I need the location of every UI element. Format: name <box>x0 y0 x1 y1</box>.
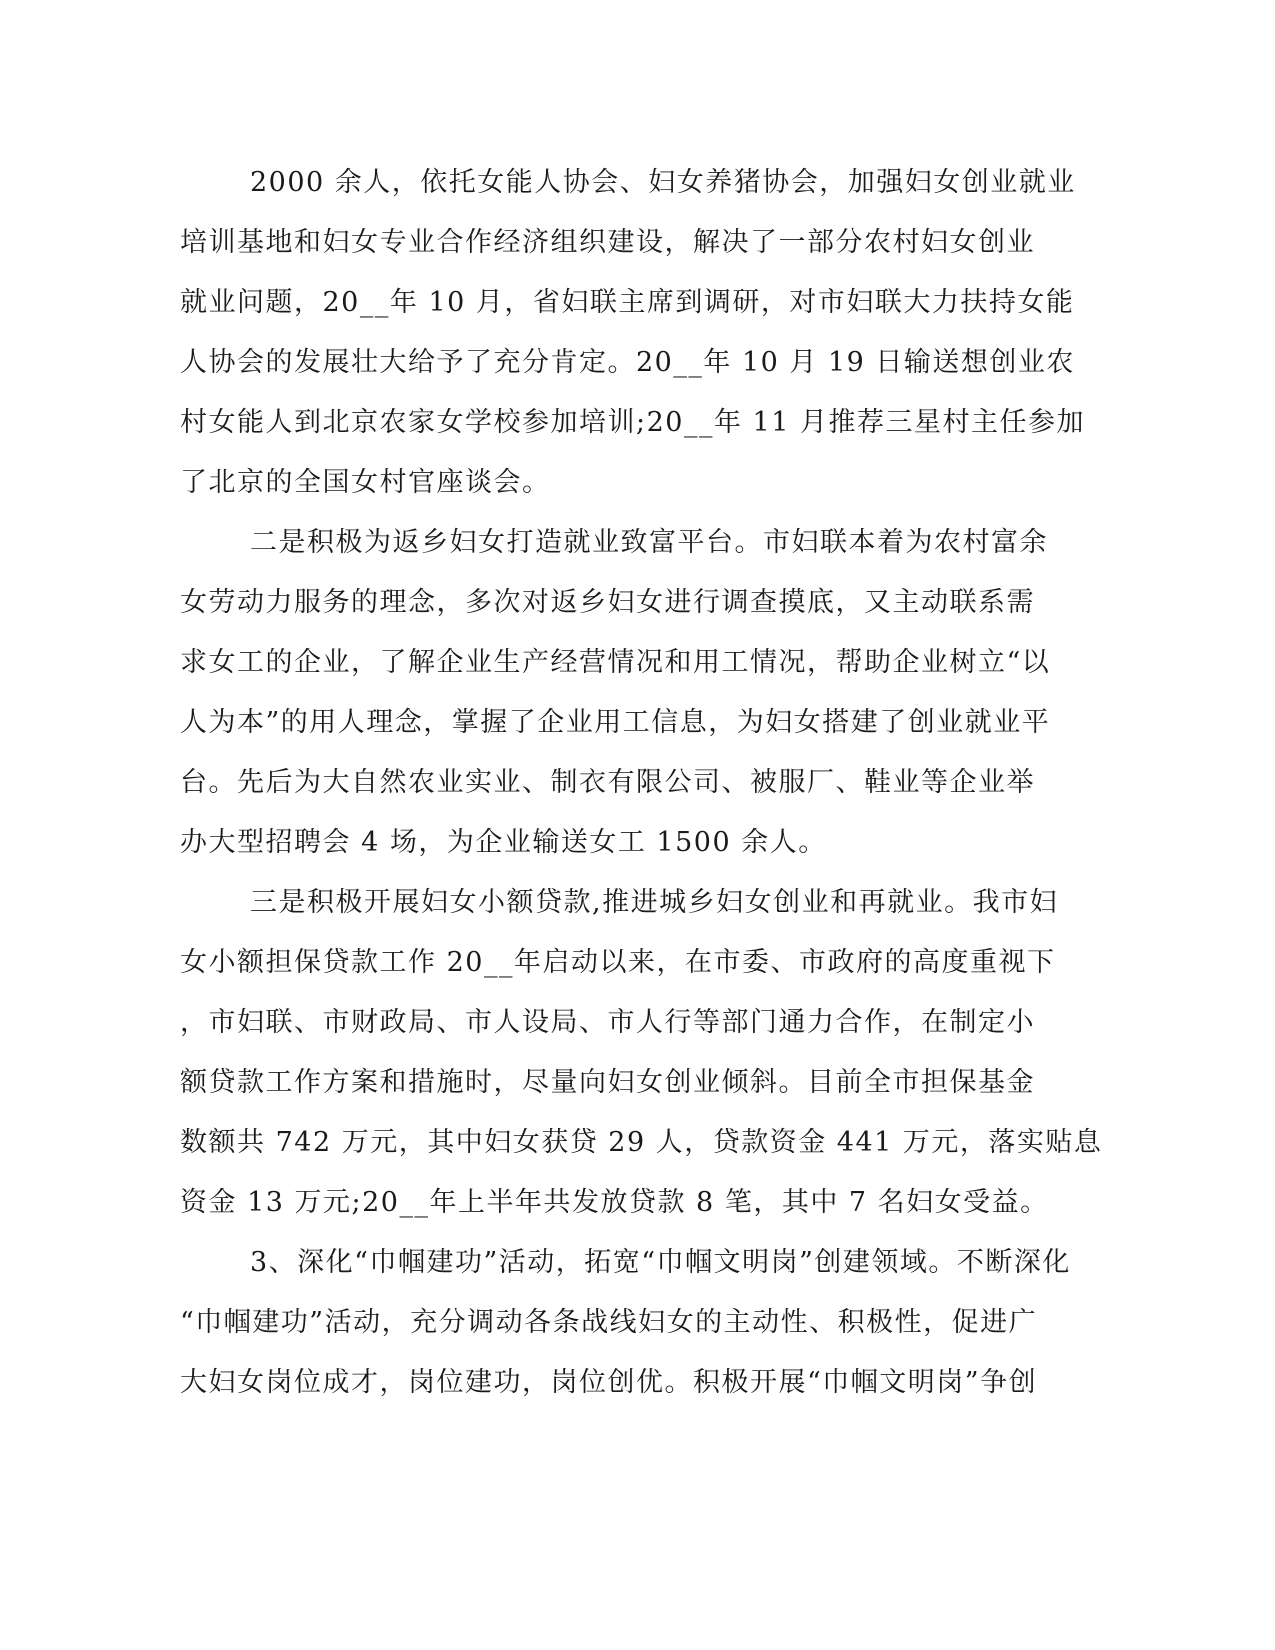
text-line: 人协会的发展壮大给予了充分肯定。20__年 10 月 19 日输送想创业农 <box>180 347 1075 378</box>
text-line: 求女工的企业，了解企业生产经营情况和用工情况，帮助企业树立“以 <box>180 647 1051 678</box>
paragraph-microloans <box>180 873 1103 1233</box>
text-line: 三是积极开展妇女小额贷款,推进城乡妇女创业和再就业。我市妇 <box>250 887 1059 918</box>
text-line: ，市妇联、市财政局、市人设局、市人行等部门通力合作，在制定小 <box>180 1007 1035 1038</box>
text-line: 办大型招聘会 4 场，为企业输送女工 1500 余人。 <box>180 827 827 858</box>
paragraph-women-entrepreneurs <box>180 153 1085 513</box>
text-line: 3、深化“巾帼建功”活动，拓宽“巾帼文明岗”创建领域。不断深化 <box>250 1247 1071 1278</box>
text-line: 女劳动力服务的理念，多次对返乡妇女进行调查摸底，又主动联系需 <box>180 587 1035 618</box>
text-line: 女小额担保贷款工作 20__年启动以来，在市委、市政府的高度重视下 <box>180 947 1056 978</box>
text-line: 2000 余人，依托女能人协会、妇女养猪协会，加强妇女创业就业 <box>250 167 1076 198</box>
document-page <box>180 153 1103 1413</box>
text-line: 额贷款工作方案和措施时，尽量向妇女创业倾斜。目前全市担保基金 <box>180 1067 1035 1098</box>
text-line: 村女能人到北京农家女学校参加培训;20__年 11 月推荐三星村主任参加 <box>180 407 1085 438</box>
text-line: 人为本”的用人理念，掌握了企业用工信息，为妇女搭建了创业就业平 <box>180 707 1051 738</box>
paragraph-jinguo-activities <box>180 1233 1071 1413</box>
text-line: “巾帼建功”活动，充分调动各条战线妇女的主动性、积极性，促进广 <box>180 1307 1038 1338</box>
text-line: 台。先后为大自然农业实业、制衣有限公司、被服厂、鞋业等企业举 <box>180 767 1035 798</box>
paragraph-employment-platform <box>180 513 1051 873</box>
text-line: 了北京的全国女村官座谈会。 <box>180 467 551 498</box>
text-line: 大妇女岗位成才，岗位建功，岗位创优。积极开展“巾帼文明岗”争创 <box>180 1367 1038 1398</box>
text-line: 培训基地和妇女专业合作经济组织建设，解决了一部分农村妇女创业 <box>180 227 1035 258</box>
text-line: 数额共 742 万元，其中妇女获贷 29 人，贷款资金 441 万元，落实贴息 <box>180 1127 1103 1158</box>
text-line: 资金 13 万元;20__年上半年共发放贷款 8 笔，其中 7 名妇女受益。 <box>180 1187 1049 1218</box>
text-line: 就业问题，20__年 10 月，省妇联主席到调研，对市妇联大力扶持女能 <box>180 287 1075 318</box>
text-line: 二是积极为返乡妇女打造就业致富平台。市妇联本着为农村富余 <box>250 527 1048 558</box>
